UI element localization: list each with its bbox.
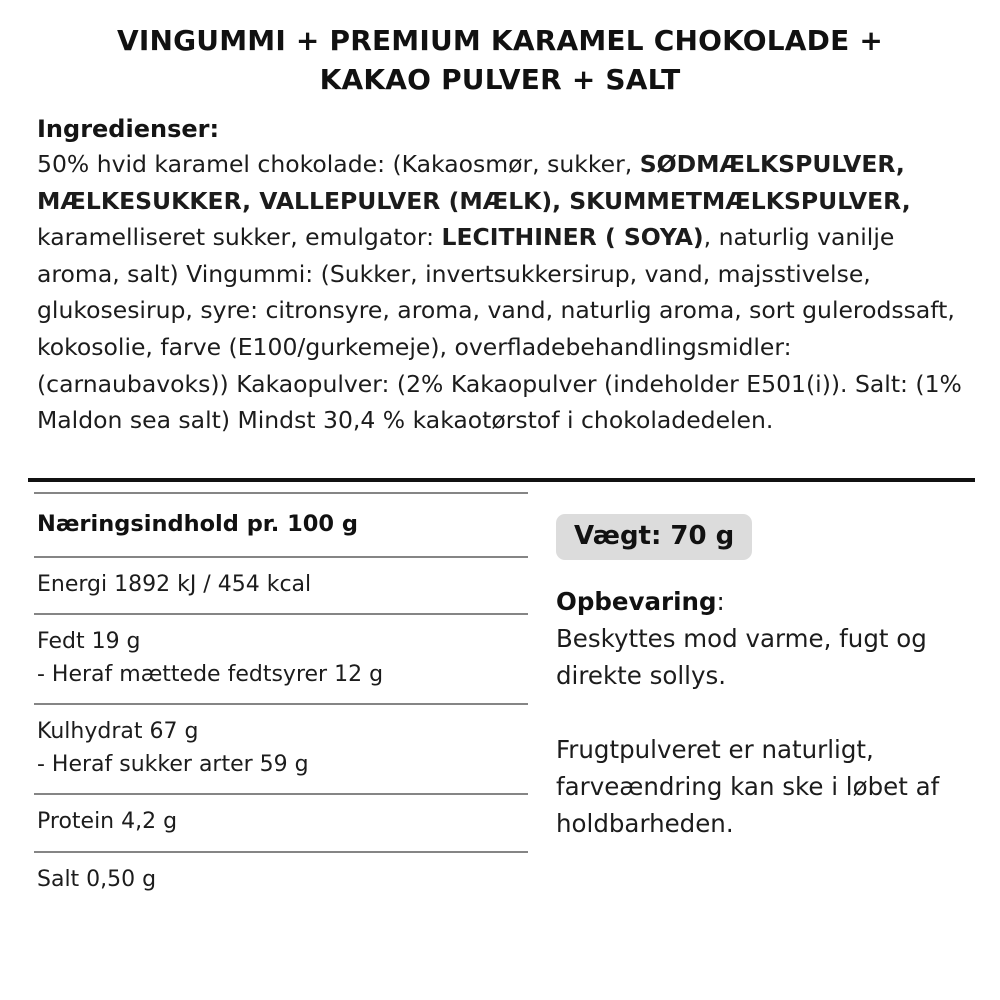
nutrition-table [34,492,528,908]
ingredients-section [37,112,962,439]
storage-text-1: Beskyttes mod varme, fugt og direkte sollys. [556,624,927,690]
storage-info [556,583,976,842]
page-title [60,22,940,99]
nutrition-row-sub: - Heraf sukker arter 59 g [37,751,309,777]
nutrition-row [34,705,528,793]
storage-paragraph-2: Frugtpulveret er naturligt, farveændring kan ske i løbet af holdbarheden. [556,735,940,838]
nutrition-row [34,795,528,851]
ingredients-heading: Ingredienser: [37,115,220,143]
nutrition-row-main: Salt 0,50 g [37,866,157,892]
page-title-line-1: VINGUMMI + PREMIUM KARAMEL CHOKOLADE + [116,24,884,57]
storage-heading-colon: : [716,587,725,616]
ingredients-segment-4: , naturlig vanilje aroma, salt) Vingummi: (Sukker, invertsukkersirup, vand, majsstivelse, glukosesirup, syre: citronsyre, aroma, vand, naturlig aroma, sort gulerodssaft, kokosolie, farve (E100/gurkemeje), overfladebehandlingsmidler: (carnaubavoks)) Kakaopulver: (2% Kakaopulver (indeholder E501(i)). Salt: (1% Maldon sea salt) Mindst 30,4 % kakaotørstof i chokoladedelen. [37,223,962,435]
ingredients-segment-2: karamelliseret sukker, emulgator: [37,223,442,252]
nutrition-row-main: Kulhydrat 67 g [37,719,199,744]
nutrition-row [34,853,528,909]
page-title-line-2: KAKAO PULVER + SALT [319,62,681,96]
storage-paragraph-1 [556,583,976,694]
nutrition-row-main: Fedt 19 g [37,629,141,654]
side-column [556,492,976,842]
nutrition-row [34,558,528,614]
nutrition-row [34,615,528,703]
ingredients-segment-0: 50% hvid karamel chokolade: (Kakaosmør, sukker, [37,150,640,178]
nutrition-row-sub: - Heraf mættede fedtsyrer 12 g [37,661,384,687]
ingredients-segment-3: LECITHINER ( SOYA) [441,223,704,252]
storage-heading: Opbevaring [556,587,717,616]
nutrition-table-header: Næringsindhold pr. 100 g [37,511,358,537]
nutrition-row-main: Protein 4,2 g [37,809,178,834]
section-divider [28,478,975,482]
ingredients-text [37,146,962,439]
nutrition-row-main: Energi 1892 kJ / 454 kcal [37,571,312,597]
weight-badge: Vægt: 70 g [556,514,752,560]
ingredients-segment-1: SØDMÆLKSPULVER, MÆLKESUKKER, VALLEPULVER (MÆLK), SKUMMETMÆLKSPULVER, [37,150,911,215]
